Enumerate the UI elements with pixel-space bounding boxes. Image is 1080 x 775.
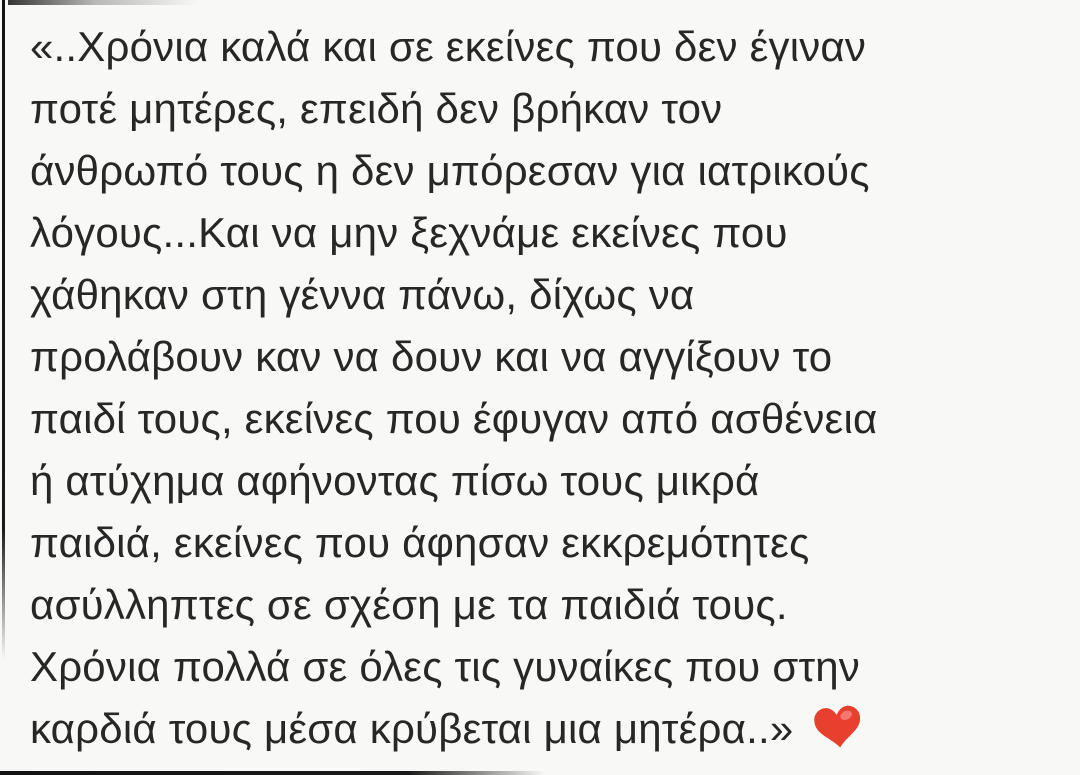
quote-line: ασύλληπτες σε σχέση με τα παιδιά τους. [30,581,788,628]
scan-artifact-left-edge [2,0,5,660]
quote-line: παιδιά, εκείνες που άφησαν εκκρεμότητες [30,519,810,566]
quote-line: ή ατύχημα αφήνοντας πίσω τους μικρά [30,457,760,504]
scan-artifact-bottom-edge [0,771,545,775]
quote-text [30,16,1060,760]
quote-line-text: καρδιά τους μέσα κρύβεται μια μητέρα..» [30,705,794,752]
quote-line: προλάβουν καν να δουν και να αγγίξουν το [30,333,833,380]
quote-line: «..Χρόνια καλά και σε εκείνες που δεν έγιναν [30,23,867,70]
quote-last-line [30,698,1060,760]
quote-line: άνθρωπό τους η δεν μπόρεσαν για ιατρικούς [30,147,870,194]
quote-line: χάθηκαν στη γέννα πάνω, δίχως να [30,271,695,318]
heart-shape [813,705,863,750]
scan-artifact-top-edge [8,0,198,5]
quote-line: παιδί τους, εκείνες που έφυγαν από ασθένεια [30,395,878,442]
quote-line: λόγους...Και να μην ξεχνάμε εκείνες που [30,209,788,256]
red-heart-emoji-icon [813,703,863,752]
quote-line: ποτέ μητέρες, επειδή δεν βρήκαν τον [30,85,723,132]
quote-line: Χρόνια πολλά σε όλες τις γυναίκες που στην [30,643,861,690]
